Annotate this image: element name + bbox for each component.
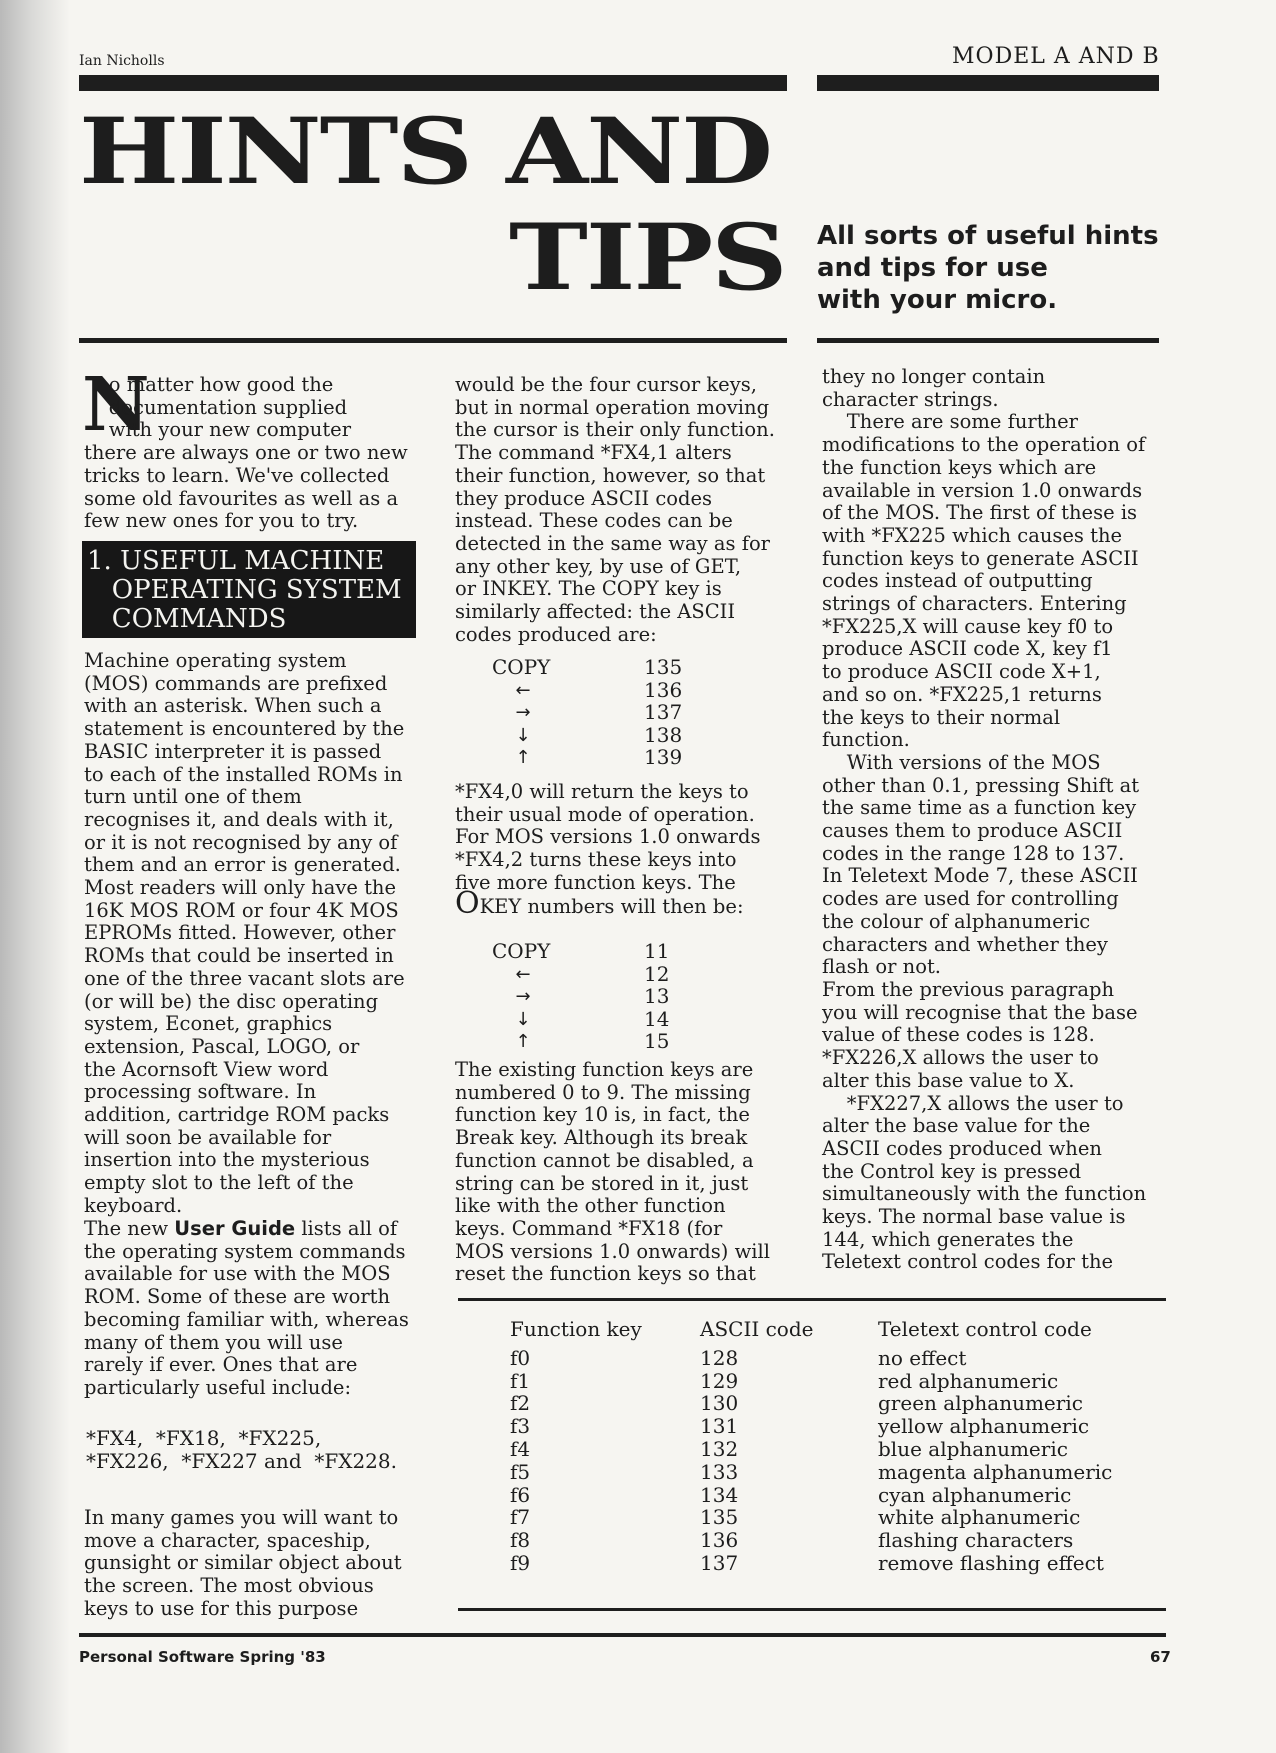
user-guide-bold: User Guide [174,1217,296,1240]
user-guide-post: lists all of the operating system commands available for use with the MOS ROM. Some of these are worth becoming familiar with, whereas many of them you will use rarely if ever. Ones that are particularly useful include: [84,1217,409,1399]
fx4-paragraph-last-line [455,886,744,921]
footer-rule [79,1633,1166,1637]
author-byline: Ian Nicholls [79,53,165,69]
up-arrow-icon: ↑ [515,1031,531,1053]
key-row [492,940,669,963]
key-number: 11 [644,939,670,963]
section-heading-mos-commands: 1. USEFUL MACHINE OPERATING SYSTEM COMMANDS [82,541,416,638]
key-number: 12 [644,961,670,986]
ascii-code-cell: 134 [700,1482,739,1507]
ascii-code-cell: 135 [700,1505,739,1530]
key-code: 135 [644,655,683,679]
games-paragraph: In many games you will want to move a character, spaceship, gunsight or similar object about the screen. The most obvious keys to use for this purpose [84,1506,402,1620]
function-key-cell: f6 [510,1482,531,1507]
key-row [492,679,682,702]
teletext-code-cell: no effect [878,1345,967,1370]
standfirst: All sorts of useful hints and tips for use with your micro. [817,221,1159,315]
copy-key-label: COPY [492,939,551,963]
teletext-code-cell: remove flashing effect [878,1550,1104,1575]
table-header-row [510,1318,1178,1341]
mos-paragraph: Machine operating system (MOS) commands are prefixed with an asterisk. When such a statement is encountered by the BASIC interpreter it is passed to each of the installed ROMs in turn until one of them recognises it, and deals with it, or it is not recognised by any of them and an error is generated. Most readers will only have the 16K MOS ROM or four 4K MOS EPROMs fitted. However, other ROMs that could be inserted in one of the three vacant slots are (or will be) the disc operating system, Econet, graphics extension, Pascal, LOGO, or the Acornsoft View word processing software. In addition, cartridge ROM packs will soon be available for insertion into the mysterious empty slot to the left of the keyboard. [84,649,405,1217]
key-row [492,724,682,747]
key-numbers-text: KEY numbers will then be: [479,895,744,918]
ascii-code-cell: 128 [700,1345,739,1370]
function-key-cell: f9 [510,1550,531,1575]
key-code: 136 [644,677,683,702]
copy-key-label: COPY [492,655,551,679]
header-teletext-code: Teletext control code [878,1317,1092,1341]
table-row [510,1347,1178,1370]
function-key-cell: f5 [510,1459,531,1484]
function-key-cell: f3 [510,1414,531,1439]
key-row [492,1030,669,1053]
key-row [492,656,682,679]
function-key-numbers-table [492,940,669,1053]
right-arrow-icon: → [515,986,531,1008]
key-row [492,963,669,986]
break-key-paragraph: The existing function keys are numbered 0 to 9. The missing function key 10 is, in fact, the Break key. Although its break function cannot be disabled, a string can be stored in it, just like with the other function keys. Command *FX18 (for MOS versions 1.0 onwards) will reset the function keys so that [455,1058,770,1286]
key-row [492,1008,669,1031]
publication-name: Personal Software Spring '83 [79,1648,326,1666]
left-arrow-icon: ← [515,963,531,985]
top-rule-left [79,75,787,91]
up-arrow-icon: ↑ [515,747,531,769]
function-key-cell: f1 [510,1368,531,1393]
key-number: 14 [644,1006,670,1031]
table-row [510,1529,1178,1552]
function-key-cell: f0 [510,1345,531,1370]
key-row [492,701,682,724]
key-number: 13 [644,984,670,1009]
user-guide-paragraph [84,1218,409,1400]
intro-paragraph: o matter how good the documentation supplied with your new computer there are always one or two new tricks to learn. We've collected some old favourites as well as a few new ones for you to try. [84,373,408,533]
teletext-function-table [510,1318,1178,1575]
teletext-code-cell: white alphanumeric [878,1505,1081,1530]
table-row [510,1438,1178,1461]
headline-line-1: HINTS AND [79,97,772,205]
down-arrow-icon: ↓ [515,1008,531,1030]
key-code: 137 [644,700,683,725]
headline-line-2: TIPS [509,203,786,311]
teletext-code-cell: cyan alphanumeric [878,1482,1072,1507]
table-row [510,1552,1178,1575]
ascii-code-cell: 130 [700,1391,739,1416]
ascii-code-cell: 133 [700,1459,739,1484]
function-key-cell: f8 [510,1528,531,1553]
header-rule-right [817,338,1159,343]
function-key-cell: f2 [510,1391,531,1416]
teletext-code-cell: red alphanumeric [878,1368,1059,1393]
table-row [510,1392,1178,1415]
table-row [510,1370,1178,1393]
table-row [510,1461,1178,1484]
cursor-keys-paragraph: would be the four cursor keys, but in normal operation moving the cursor is their only function. The command *FX4,1 alters their function, however, so that they produce ASCII codes instead. These codes can be detected in the same way as for any other key, by use of GET, or INKEY. The COPY key is similarly affected: the ASCII codes produced are: [455,373,775,646]
top-rule-right [817,75,1159,91]
ascii-code-cell: 131 [700,1414,739,1439]
header-rule-left [79,338,787,343]
page-edge-shadow [0,0,70,1753]
header-function-key: Function key [510,1317,642,1341]
down-arrow-icon: ↓ [515,724,531,746]
user-guide-pre: The new [84,1217,175,1240]
key-number: 15 [644,1029,670,1054]
key-row [492,985,669,1008]
teletext-code-cell: flashing characters [878,1528,1074,1553]
key-code: 138 [644,722,683,747]
ascii-code-cell: 136 [700,1528,739,1553]
key-row [492,746,682,769]
page-number: 67 [1150,1648,1171,1666]
stray-o-character: O [455,886,480,921]
table-rule-top [458,1298,1166,1301]
drop-cap: N [82,362,150,448]
table-row [510,1415,1178,1438]
ascii-code-cell: 129 [700,1368,739,1393]
copy-codes-table [492,656,682,769]
teletext-code-cell: green alphanumeric [878,1391,1083,1416]
left-arrow-icon: ← [515,679,531,701]
right-arrow-icon: → [515,702,531,724]
table-row [510,1484,1178,1507]
teletext-code-cell: yellow alphanumeric [878,1414,1090,1439]
fx4-paragraph: *FX4,0 will return the keys to their usual mode of operation. For MOS versions 1.0 onwards *FX4,2 turns these keys into five more function keys. The [455,780,761,894]
header-ascii-code: ASCII code [700,1317,814,1341]
command-list: *FX4, *FX18, *FX225, *FX226, *FX227 and *FX228. [86,1426,397,1473]
teletext-code-cell: magenta alphanumeric [878,1459,1113,1484]
teletext-code-cell: blue alphanumeric [878,1436,1068,1461]
ascii-code-cell: 132 [700,1436,739,1461]
function-key-cell: f4 [510,1436,531,1461]
fx225-paragraphs: they no longer contain character strings. There are some further modifications to the operation of the function keys which are available in version 1.0 onwards of the MOS. The first of these is with *FX225 which causes the function keys to generate ASCII codes instead of outputting strings of characters. Entering *FX225,X will cause key f0 to produce ASCII code X, key f1 to produce ASCII code X+1, and so on. *FX225,1 returns the keys to their normal function. With versions of the MOS other than 0.1, pressing Shift at the same time as a function key causes them to produce ASCII codes in the range 128 to 137. In Teletext Mode 7, these ASCII codes are used for controlling the colour of alphanumeric characters and whether they flash or not. From the previous paragraph you will recognise that the base value of these codes is 128. *FX226,X allows the user to alter this base value to X. *FX227,X allows the user to alter the base value for the ASCII codes produced when the Control key is pressed simultaneously with the function keys. The normal base value is 144, which generates the Teletext control codes for the [822,365,1147,1274]
key-code: 139 [644,745,683,770]
function-key-cell: f7 [510,1505,531,1530]
ascii-code-cell: 137 [700,1550,739,1575]
table-rule-bottom [458,1608,1166,1611]
table-row [510,1506,1178,1529]
section-label: MODEL A AND B [952,44,1160,69]
